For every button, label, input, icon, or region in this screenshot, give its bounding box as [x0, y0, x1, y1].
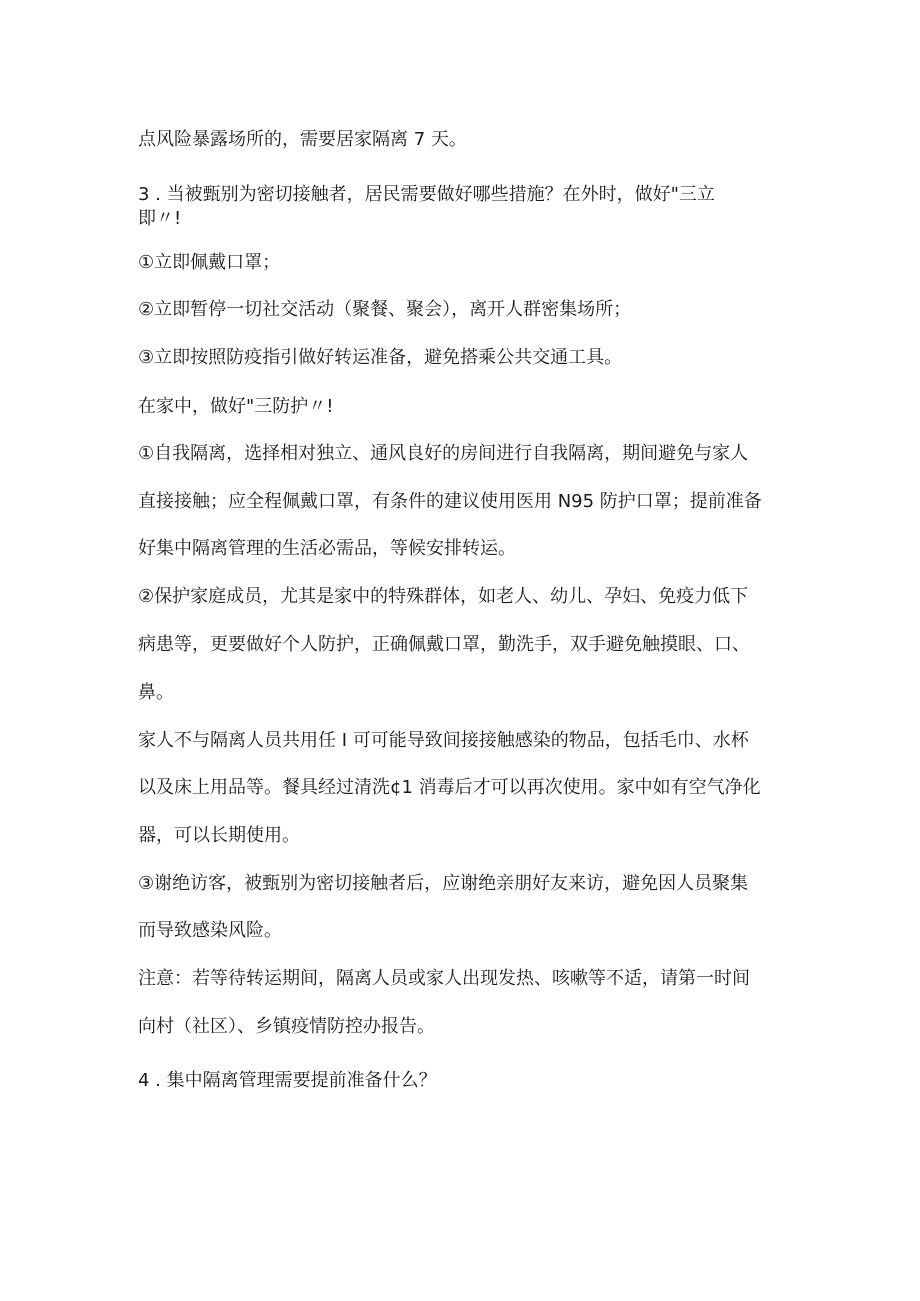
text-line: 直接接触；应全程佩戴口罩，有条件的建议使用医用 N95 防护口罩；提前准备 — [138, 491, 762, 512]
text-line: 点风险暴露场所的，需要居家隔离 7 天。 — [138, 129, 467, 150]
question-heading: 3 . 当被甄别为密切接触者，居民需要做好哪些措施？在外时，做好"三立 — [138, 184, 715, 205]
text-line: 家人不与隔离人员共用任 I 可可能导致间接接触感染的物品，包括毛巾、水杯 — [138, 730, 749, 751]
text-line: 病患等，更要做好个人防护，正确佩戴口罩，勤洗手，双手避免触摸眼、口、 — [138, 634, 750, 655]
list-item: ①立即佩戴口罩； — [138, 252, 281, 273]
text-line: 以及床上用品等。餐具经过清洗¢1 消毒后才可以再次使用。家中如有空气净化 — [138, 777, 761, 798]
note-text: 注意：若等待转运期间，隔离人员或家人出现发热、咳嗽等不适，请第一时间 — [138, 968, 750, 989]
text-line: 在家中，做好"三防护〃! — [138, 396, 334, 417]
list-item: ③立即按照防疫指引做好转运准备，避免搭乘公共交通工具。 — [138, 347, 623, 368]
note-text: 向村（社区）、乡镇疫情防控办报告。 — [138, 1016, 435, 1037]
text-line: 而导致感染风险。 — [138, 920, 282, 941]
text-line: 鼻。 — [138, 682, 174, 703]
text-line: 好集中隔离管理的生活必需品，等候安排转运。 — [138, 538, 516, 559]
list-item: ③谢绝访客，被甄别为密切接触者后，应谢绝亲朋好友来访，避免因人员聚集 — [138, 873, 749, 894]
list-item: ②立即暂停一切社交活动（聚餐、聚会），离开人群密集场所； — [138, 299, 632, 320]
list-item: ②保护家庭成员，尤其是家中的特殊群体，如老人、幼儿、孕妇、免疫力低下 — [138, 586, 749, 607]
question-heading: 4 . 集中隔离管理需要提前准备什么？ — [138, 1070, 437, 1091]
list-item: ①自我隔离，选择相对独立、通风良好的房间进行自我隔离，期间避免与家人 — [138, 443, 749, 464]
text-line: 即〃! — [138, 208, 182, 229]
text-line: 器，可以长期使用。 — [138, 825, 300, 846]
